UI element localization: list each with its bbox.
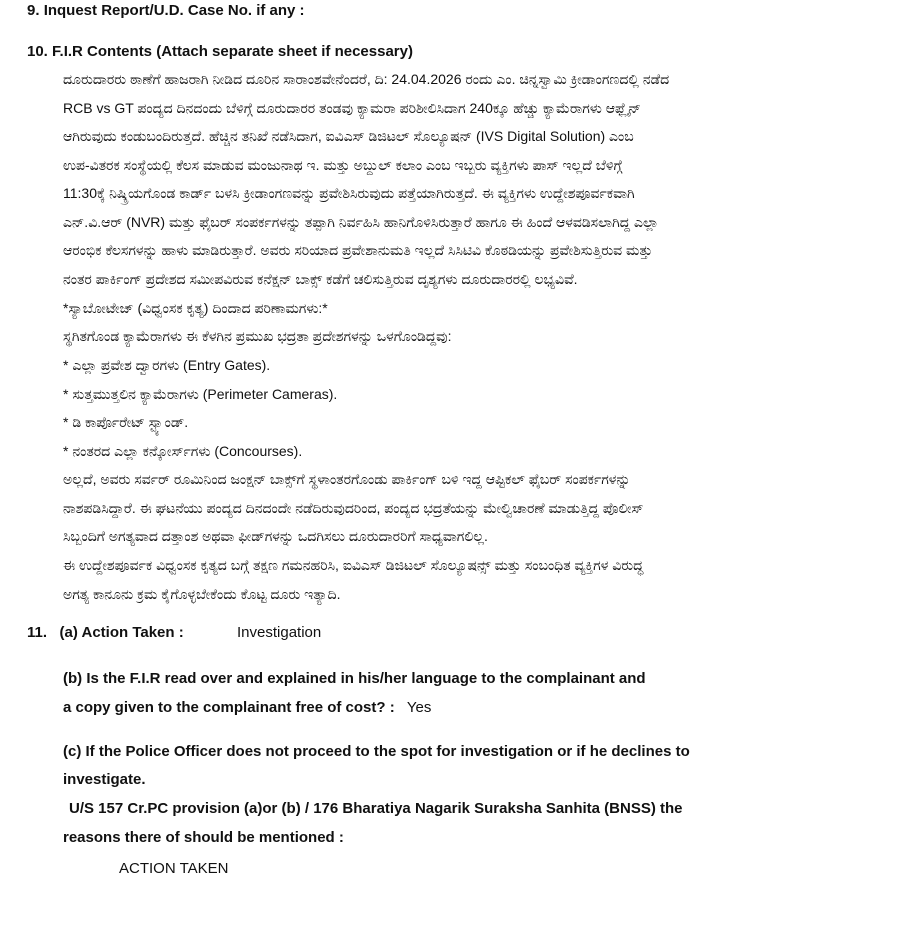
fir-contents-line: ಎನ್.ವಿ.ಆರ್ (NVR) ಮತ್ತು ಫೈಬರ್ ಸಂಪರ್ಕಗಳನ್ನು ತಪ್ಪಾಗಿ ನಿರ್ವಹಿಸಿ ಹಾನಿಗೊಳಿಸಿರುತ್ತಾರೆ ಹಾಗೂ ಈ ಹಿಂದೆ ಆಳವಡಿಸಲಾಗಿದ್ದ ಎಲ್ಲಾ [63, 214, 659, 230]
fir-read-over-question-line-1: (b) Is the F.I.R read over and explained in his/her language to the complainant and [63, 670, 646, 687]
fir-contents-line: RCB vs GT ಪಂದ್ಯದ ದಿನದಂದು ಬೆಳಿಗ್ಗೆ ದೂರುದಾರರ ತಂಡವು ಕ್ಯಾಮರಾ ಪರಿಶೀಲಿಸಿದಾಗ 240ಕ್ಕೂ ಹೆಚ್ಚು ಕ್ಯಾಮೆರಾಗಳು ಆಫ್ಲೈನ್ [63, 100, 641, 116]
fir-contents-line: ಈ ಉದ್ದೇಶಪೂರ್ವಕ ವಿಧ್ವಂಸಕ ಕೃತ್ಯದ ಬಗ್ಗೆ ತಕ್ಷಣ ಗಮನಹರಿಸಿ, ಐವಿಎಸ್ ಡಿಜಿಟಲ್ ಸೊಲ್ಯೂಷನ್ಸ್ ಮತ್ತು ಸಂಬಂಧಿತ ವ್ಯಕ್ತಿಗಳ ವಿರುದ್ಧ [63, 557, 644, 573]
action-taken-label: (a) Action Taken : [59, 624, 184, 641]
section-11-heading [27, 623, 322, 643]
fir-read-over-question-line-2 [63, 698, 431, 718]
fir-contents-bullet: * ಸುತ್ತಮುತ್ತಲಿನ ಕ್ಯಾಮೆರಾಗಳು (Perimeter Cameras). [63, 386, 338, 402]
fir-contents-line: ದೂರುದಾರರು ಠಾಣೆಗೆ ಹಾಜರಾಗಿ ನೀಡಿದ ದೂರಿನ ಸಾರಾಂಶವೇನೆಂದರೆ, ದಿ: 24.04.2026 ರಂದು ಎಂ. ಚಿನ್ನಸ್ವಾಮಿ ಕ್ರೀಡಾಂಗಣದಲ್ಲಿ ನಡೆದ [63, 71, 670, 87]
fir-contents-line: ಆರಂಭಿಕ ಕೆಲಸಗಳನ್ನು ಹಾಳು ಮಾಡಿರುತ್ತಾರೆ. ಅವರು ಸರಿಯಾದ ಪ್ರವೇಶಾನುಮತಿ ಇಲ್ಲದೆ ಸಿಸಿಟಿವಿ ಕೊಠಡಿಯನ್ನು ಪ್ರವೇಶಿಸುತ್ತಿರುವ ಮತ್ತು [63, 242, 653, 258]
fir-contents-line: 11:30ಕ್ಕೆ ನಿಷ್ಕ್ರಿಯಗೊಂಡ ಕಾರ್ಡ್ ಬಳಸಿ ಕ್ರೀಡಾಂಗಣವನ್ನು ಪ್ರವೇಶಿಸಿರುವುದು ಪತ್ತೆಯಾಗಿರುತ್ತದೆ. ಈ ವ್ಯಕ್ತಿಗಳು ಉದ್ದೇಶಪೂರ್ವಕವಾಗಿ [63, 185, 635, 201]
fir-contents-line: *ಸ್ಯಾಬೋಟೇಜ್ (ವಿಧ್ವಂಸಕ ಕೃತ್ಯ) ದಿಂದಾದ ಪರಿಣಾಮಗಳು:* [63, 300, 328, 316]
fir-contents-line: ಸ್ಥಗಿತಗೊಂಡ ಕ್ಯಾಮೆರಾಗಳು ಈ ಕೆಳಗಿನ ಪ್ರಮುಖ ಭದ್ರತಾ ಪ್ರದೇಶಗಳನ್ನು ಒಳಗೊಂಡಿದ್ದವು: [63, 328, 452, 344]
fir-contents-line: ಉಪ-ವಿತರಕ ಸಂಸ್ಥೆಯಲ್ಲಿ ಕೆಲಸ ಮಾಡುವ ಮಂಜುನಾಥ ಇ. ಮತ್ತು ಅಬ್ದುಲ್ ಕಲಾಂ ಎಂಬ ಇಬ್ಬರು ವ್ಯಕ್ತಿಗಳು ಪಾಸ್ ಇಲ್ಲದೆ ಬೆಳಿಗ್ಗೆ [63, 157, 623, 173]
fir-contents-line: ಅಲ್ಲದೆ, ಅವರು ಸರ್ವರ್ ರೂಮಿನಿಂದ ಜಂಕ್ಷನ್ ಬಾಕ್ಸ್‌ಗೆ ಸ್ಥಳಾಂತರಗೊಂಡು ಪಾರ್ಕಿಂಗ್ ಬಳಿ ಇದ್ದ ಆಪ್ಟಿಕಲ್ ಫೈಬರ್ ಸಂಪರ್ಕಗಳನ್ನು [63, 471, 631, 487]
officer-declines-question-line-2: investigate. [63, 771, 146, 788]
fir-contents-line: ಅಗತ್ಯ ಕಾನೂನು ಕ್ರಮ ಕೈಗೊಳ್ಳಬೇಕೆಂದು ಕೊಟ್ಟ ದೂರು ಇತ್ಯಾದಿ. [63, 586, 341, 602]
officer-declines-question-line-3: U/S 157 Cr.PC provision (a)or (b) / 176 Bharatiya Nagarik Suraksha Sanhita (BNSS) the [69, 800, 683, 817]
fir-contents-bullet: * ಎಲ್ಲಾ ಪ್ರವೇಶ ದ್ವಾರಗಳು (Entry Gates). [63, 357, 271, 373]
fir-contents-line: ನಂತರ ಪಾರ್ಕಿಂಗ್ ಪ್ರದೇಶದ ಸಮೀಪವಿರುವ ಕನೆಕ್ಷನ್ ಬಾಕ್ಸ್ ಕಡೆಗೆ ಚಲಿಸುತ್ತಿರುವ ದೃಶ್ಯಗಳು ದೂರುದಾರರಲ್ಲಿ ಲಭ್ಯವಿವೆ. [63, 271, 578, 287]
fir-contents-line: ಸಿಬ್ಬಂದಿಗೆ ಅಗತ್ಯವಾದ ದತ್ತಾಂಶ ಅಥವಾ ಫೀಡ್‌ಗಳನ್ನು ಒದಗಿಸಲು ದೂರುದಾರರಿಗೆ ಸಾಧ್ಯವಾಗಲಿಲ್ಲ. [63, 528, 488, 544]
section-10-heading [27, 42, 413, 62]
fir-read-over-answer: Yes [406, 699, 432, 716]
section-9-number: 9. [27, 2, 40, 19]
section-10-number: 10. [27, 43, 48, 60]
section-9-label: Inquest Report/U.D. Case No. if any : [43, 2, 305, 19]
fir-contents-line: ಆಗಿರುವುದು ಕಂಡುಬಂದಿರುತ್ತದೆ. ಹೆಚ್ಚಿನ ತನಿಖೆ ನಡೆಸಿದಾಗ, ಐವಿಎಸ್ ಡಿಜಿಟಲ್ ಸೊಲ್ಯೂಷನ್ (IVS Digital Solution) ಎಂಬ [63, 128, 634, 144]
fir-contents-line: ನಾಶಪಡಿಸಿದ್ದಾರೆ. ಈ ಘಟನೆಯು ಪಂದ್ಯದ ದಿನದಂದೇ ನಡೆದಿರುವುದರಿಂದ, ಪಂದ್ಯದ ಭದ್ರತೆಯನ್ನು ಮೇಲ್ವಿಚಾರಣೆ ಮಾಡುತ್ತಿದ್ದ ಪೊಲೀಸ್ [63, 500, 644, 516]
officer-declines-question-line-1: (c) If the Police Officer does not proceed to the spot for investigation or if he declines to [63, 743, 690, 760]
officer-declines-answer: ACTION TAKEN [119, 860, 229, 877]
officer-declines-question-line-4: reasons there of should be mentioned : [63, 829, 344, 846]
fir-contents-bullet: * ನಂತರದ ಎಲ್ಲಾ ಕನ್ಕೋರ್ಸ್‌ಗಳು (Concourses). [63, 443, 303, 459]
fir-contents-bullet: * ಡಿ ಕಾರ್ಪೊರೇಟ್ ಸ್ಟ್ಯಾಂಡ್. [63, 414, 189, 430]
section-10-label: F.I.R Contents (Attach separate sheet if necessary) [52, 43, 413, 60]
section-11-number: 11. [27, 624, 48, 641]
section-9-heading [27, 1, 305, 21]
action-taken-value: Investigation [237, 624, 322, 641]
fir-read-over-question-text: a copy given to the complainant free of cost? : [63, 699, 395, 716]
